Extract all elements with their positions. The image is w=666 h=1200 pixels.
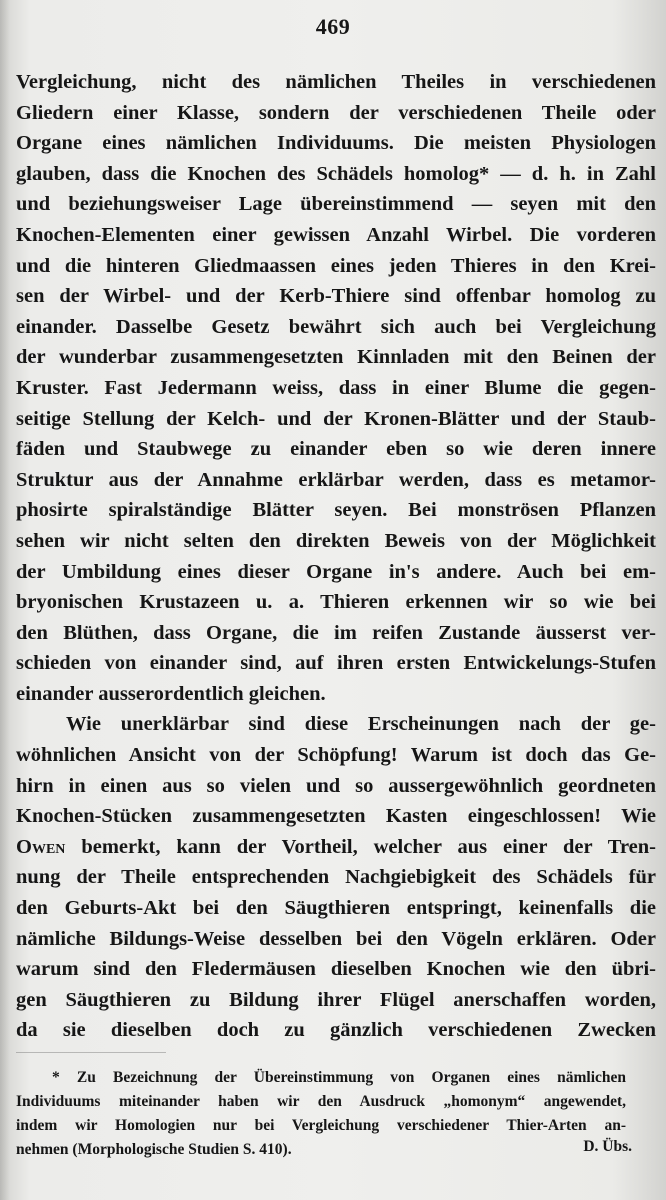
text-line: und die hinteren Gliedmaassen eines jeden Thieres in den Krei- (16, 254, 656, 277)
text-line: fäden und Staubwege zu einander eben so wie deren innere (16, 438, 656, 461)
text-line: nung der Theile entsprechenden Nachgiebigkeit des Schädels für (16, 866, 656, 889)
text-line: Struktur aus der Annahme erklärbar werden, dass es metamor- (16, 468, 656, 491)
text-line: der wunderbar zusammengesetzten Kinnladen mit den Beinen der (16, 346, 656, 369)
text-line: sen der Wirbel- und der Kerb-Thiere sind offenbar homolog zu (16, 285, 656, 308)
footnote-line: indem wir Homologien nur bei Vergleichung verschiedener Thier-Arten an- (16, 1117, 626, 1134)
footnote-line: Individuums miteinander haben wir den Ausdruck „homonym“ angewendet, (16, 1093, 626, 1110)
text-line: Wie unerklärbar sind diese Erscheinungen nach der ge- (66, 713, 656, 736)
text-line: glauben, dass die Knochen des Schädels homolog* — d. h. in Zahl (16, 162, 656, 185)
text-line: Vergleichung, nicht des nämlichen Theiles in verschiedenen (16, 71, 656, 93)
text-line: Kruster. Fast Jedermann weiss, dass in einer Blume die gegen- (16, 376, 656, 399)
text-line: gen Säugthieren zu Bildung ihrer Flügel anerschaffen worden, (16, 988, 656, 1011)
body-text (16, 67, 656, 1046)
text-line: den Geburts-Akt bei den Säugthieren entspringt, keinenfalls die (16, 897, 656, 920)
text-line: Knochen-Elementen einer gewissen Anzahl Wirbel. Die vorderen (16, 223, 656, 246)
footnote-line: * Zu Bezeichnung der Übereinstimmung von Organen eines nämlichen (52, 1069, 626, 1086)
text-line: Owen bemerkt, kann der Vortheil, welcher aus einer der Tren- (16, 835, 656, 858)
text-line: den Blüthen, dass Organe, die im reifen Zustande äusserst ver- (16, 621, 656, 644)
text-line: sehen wir nicht selten den direkten Beweis von der Möglichkeit (16, 529, 656, 552)
text-line: einander. Dasselbe Gesetz bewährt sich auch bei Vergleichung (16, 315, 656, 338)
text-line: bryonischen Krustazeen u. a. Thieren erkennen wir so wie bei (16, 591, 656, 614)
text-line: Organe eines nämlichen Individuums. Die meisten Physiologen (16, 132, 656, 155)
footnote-signature: D. Übs. (583, 1138, 632, 1155)
text-line: und beziehungsweiser Lage übereinstimmend — seyen mit den (16, 193, 656, 216)
text-line: einander ausserordentlich gleichen. (16, 682, 326, 705)
author-name: Owen (16, 835, 66, 858)
text-line: warum sind den Fledermäusen dieselben Knochen wie den übri- (16, 958, 656, 981)
footnote (16, 1066, 626, 1162)
text-line: Knochen-Stücken zusammengesetzten Kasten eingeschlossen! Wie (16, 805, 656, 828)
text-line: phosirte spiralständige Blätter seyen. Bei monströsen Pflanzen (16, 499, 656, 522)
text-line: der Umbildung eines dieser Organe in's andere. Auch bei em- (16, 560, 656, 583)
footnote-line: nehmen (Morphologische Studien S. 410). (16, 1141, 292, 1158)
page-number: 469 (315, 14, 351, 39)
text-line: hirn in einen aus so vielen und so aussergewöhnlich geordneten (16, 774, 656, 797)
text-line: seitige Stellung der Kelch- und der Kronen-Blätter und der Staub- (16, 407, 656, 430)
text-line: da sie dieselben doch zu gänzlich verschiedenen Zwecken (16, 1019, 656, 1042)
text-line: schieden von einander sind, auf ihren ersten Entwickelungs-Stufen (16, 652, 656, 675)
footnote-separator (16, 1052, 166, 1053)
text-line: nämliche Bildungs-Weise desselben bei den Vögeln erklären. Oder (16, 927, 656, 950)
text-line: wöhnlichen Ansicht von der Schöpfung! Warum ist doch das Ge- (16, 744, 656, 767)
text-line: Gliedern einer Klasse, sondern der verschiedenen Theile oder (16, 101, 656, 124)
